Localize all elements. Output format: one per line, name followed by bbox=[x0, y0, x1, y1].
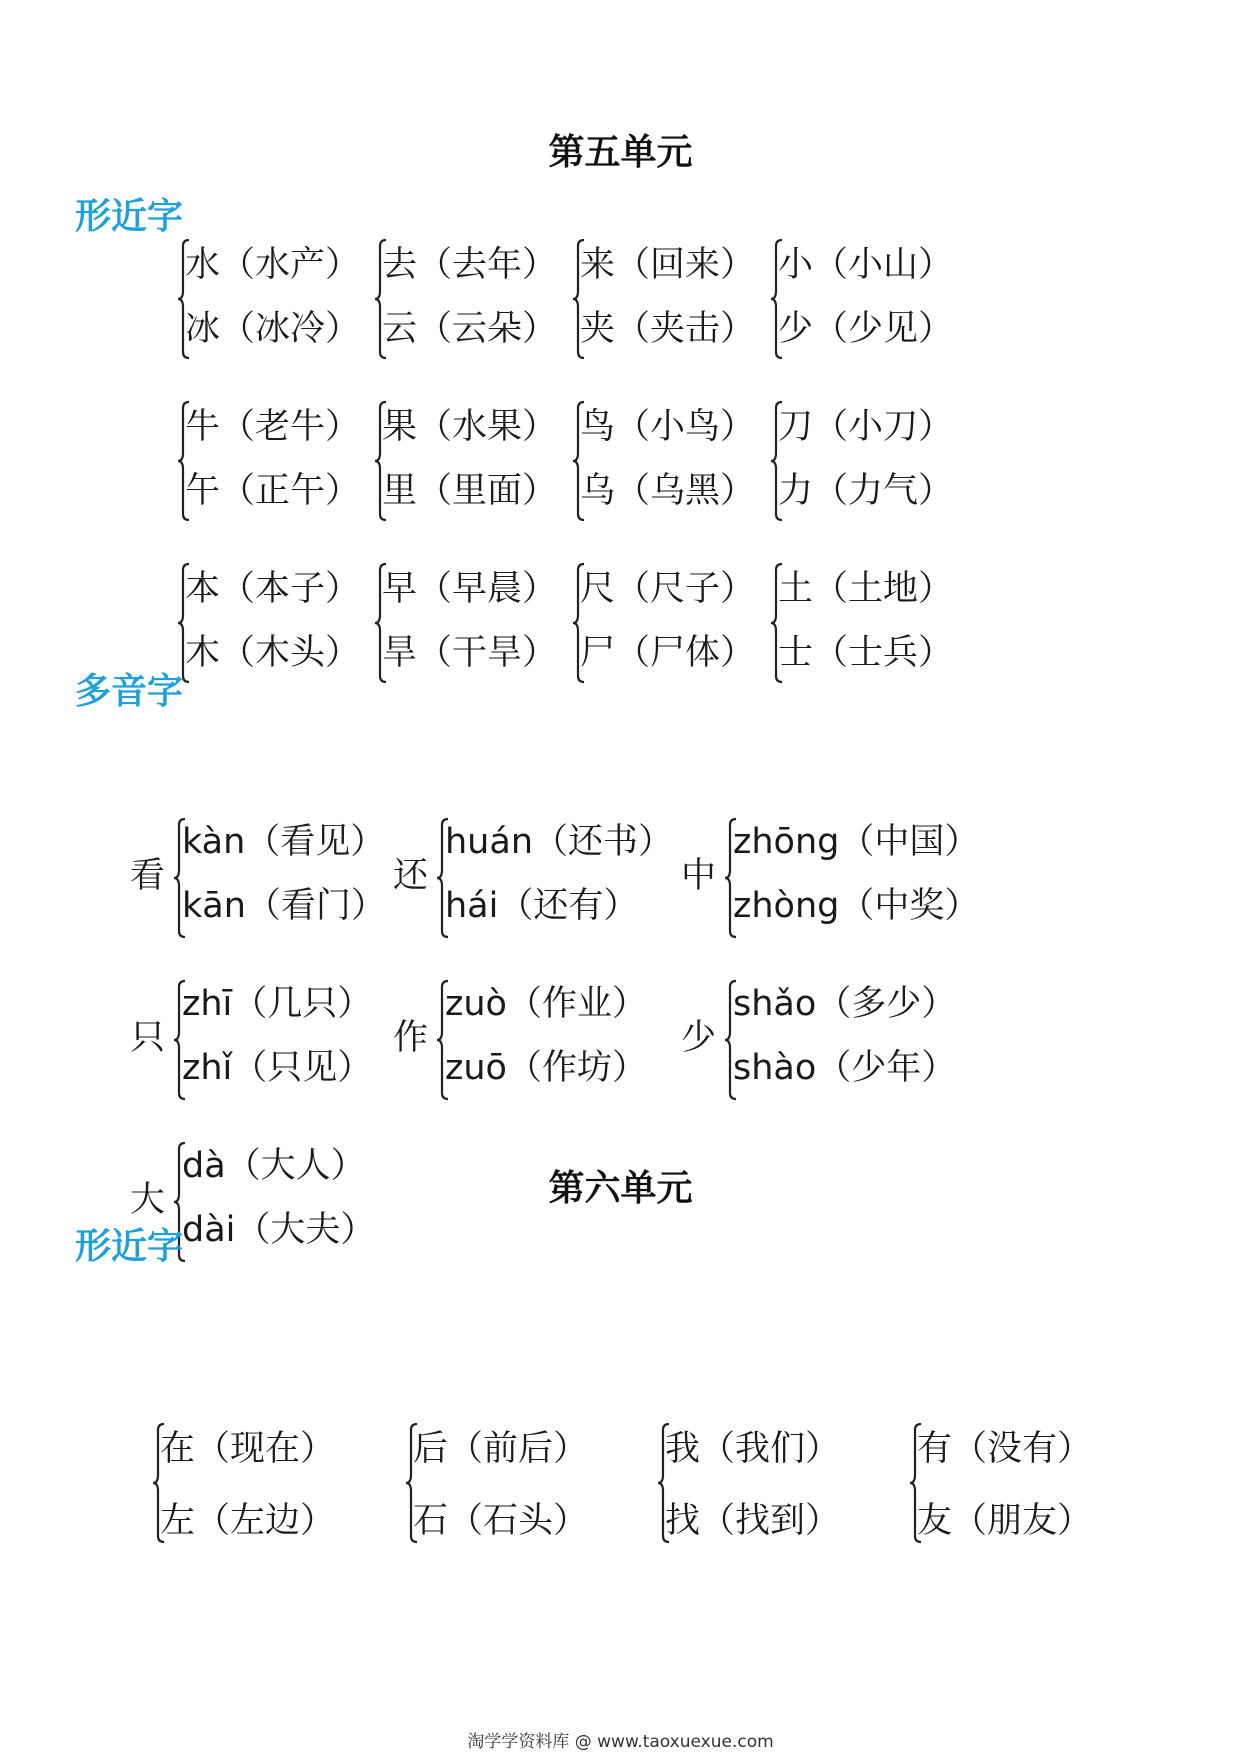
word-line: 里（里面） bbox=[382, 471, 558, 511]
polyphonic-char: 作 bbox=[393, 1018, 429, 1058]
reading-line: kān（看门） bbox=[182, 886, 386, 926]
word-line: 木（木头） bbox=[185, 633, 361, 673]
reading-line: zuò（作业） bbox=[445, 984, 647, 1024]
footer-source: 淘学学资料库 @ www.taoxuexue.com bbox=[467, 1732, 774, 1752]
unit5-poly-title: 多音字 bbox=[75, 671, 184, 712]
reading-line: huán（还书） bbox=[445, 822, 673, 862]
reading-line: zuō（作坊） bbox=[445, 1048, 647, 1088]
word-line: 本（本子） bbox=[185, 569, 361, 609]
reading-line: shǎo（多少） bbox=[733, 984, 957, 1024]
word-line: 去（去年） bbox=[382, 245, 558, 285]
reading-line: hái（还有） bbox=[445, 886, 639, 926]
word-line: 来（回来） bbox=[580, 245, 756, 285]
word-line: 乌（乌黑） bbox=[580, 471, 756, 511]
reading-line: dài（大夫） bbox=[182, 1210, 376, 1250]
reading-line: kàn（看见） bbox=[182, 822, 386, 862]
word-line: 牛（老牛） bbox=[185, 407, 361, 447]
word-line: 水（水产） bbox=[185, 245, 361, 285]
word-line: 士（士兵） bbox=[778, 633, 954, 673]
unit6-title: 第六单元 bbox=[548, 1168, 693, 1209]
reading-line: dà（大人） bbox=[182, 1146, 366, 1186]
reading-line: zhǐ（只见） bbox=[182, 1048, 373, 1088]
word-line: 鸟（小鸟） bbox=[580, 407, 756, 447]
reading-line: zhòng（中奖） bbox=[733, 886, 980, 926]
polyphonic-char: 还 bbox=[393, 856, 429, 896]
word-line: 刀（小刀） bbox=[778, 407, 954, 447]
word-line: 小（小山） bbox=[778, 245, 954, 285]
word-line: 夹（夹击） bbox=[580, 309, 756, 349]
word-line: 土（土地） bbox=[778, 569, 954, 609]
polyphonic-char: 只 bbox=[130, 1018, 166, 1058]
word-line: 尸（尸体） bbox=[580, 633, 756, 673]
word-line: 冰（冰冷） bbox=[185, 309, 361, 349]
word-line: 力（力气） bbox=[778, 471, 954, 511]
word-line: 后（前后） bbox=[413, 1429, 589, 1469]
polyphonic-char: 大 bbox=[130, 1180, 166, 1220]
word-line: 找（找到） bbox=[665, 1501, 841, 1541]
polyphonic-char: 看 bbox=[130, 856, 166, 896]
word-line: 午（正午） bbox=[185, 471, 361, 511]
reading-line: zhī（几只） bbox=[182, 984, 373, 1024]
word-line: 尺（尺子） bbox=[580, 569, 756, 609]
word-line: 少（少见） bbox=[778, 309, 954, 349]
word-line: 我（我们） bbox=[665, 1429, 841, 1469]
word-line: 石（石头） bbox=[413, 1501, 589, 1541]
word-line: 友（朋友） bbox=[917, 1501, 1093, 1541]
polyphonic-char: 中 bbox=[681, 856, 717, 896]
word-line: 在（现在） bbox=[160, 1429, 336, 1469]
word-line: 旱（干旱） bbox=[382, 633, 558, 673]
reading-line: zhōng（中国） bbox=[733, 822, 980, 862]
unit5-title: 第五单元 bbox=[548, 132, 693, 173]
word-line: 左（左边） bbox=[160, 1501, 336, 1541]
word-line: 早（早晨） bbox=[382, 569, 558, 609]
reading-line: shào（少年） bbox=[733, 1048, 957, 1088]
word-line: 云（云朵） bbox=[382, 309, 558, 349]
word-line: 果（水果） bbox=[382, 407, 558, 447]
word-line: 有（没有） bbox=[917, 1429, 1093, 1469]
unit6-similar-title: 形近字 bbox=[75, 1226, 184, 1267]
unit5-similar-title: 形近字 bbox=[75, 196, 184, 237]
polyphonic-char: 少 bbox=[681, 1018, 717, 1058]
